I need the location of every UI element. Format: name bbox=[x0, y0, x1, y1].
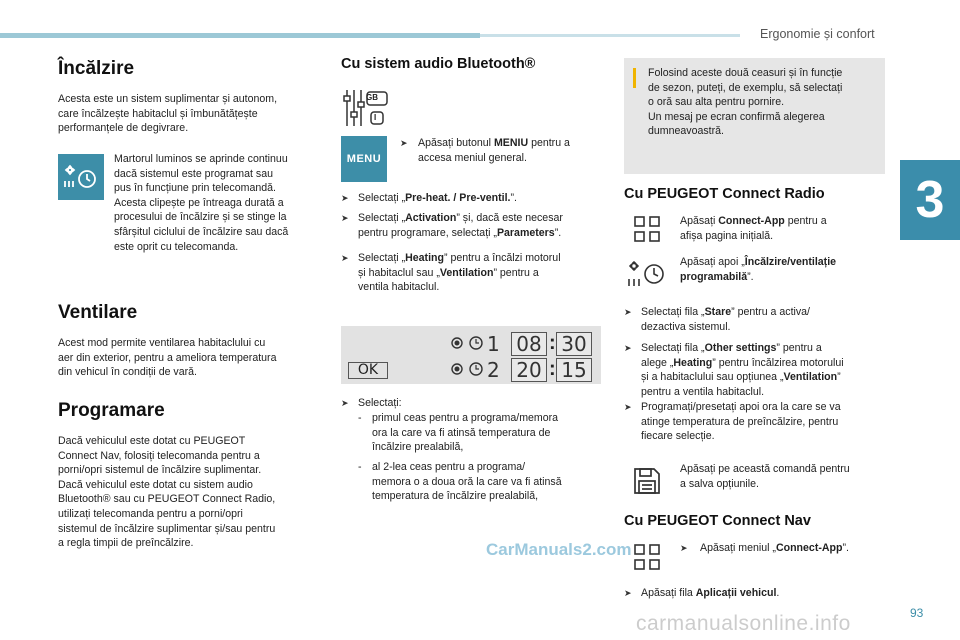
heating-ventilation-icon bbox=[624, 256, 668, 288]
timer-1-minute: 30 bbox=[556, 332, 592, 356]
ok-button: OK bbox=[348, 362, 388, 379]
select-activation: Selectați „Activation” și, dacă este necesar pentru programare, selectați „Parameters”. bbox=[358, 212, 563, 239]
dash: - bbox=[358, 461, 362, 473]
bullet-marker: ➤ bbox=[680, 543, 688, 553]
dash: - bbox=[358, 412, 362, 424]
option-clock-2: al 2-lea ceas pentru a programa/ memora o a doua oră la care va fi atinsă temperatura de încălzire prealabilă, bbox=[372, 461, 562, 503]
nav-step-2: Apăsați fila Aplicații vehicul. bbox=[641, 587, 780, 599]
connect-app-grid-icon bbox=[634, 544, 660, 570]
bullet-marker: ➤ bbox=[624, 343, 632, 353]
header-bar-light bbox=[480, 34, 740, 37]
info-icon bbox=[633, 68, 636, 88]
page-number: 93 bbox=[910, 606, 924, 620]
bluetooth-title: Cu sistem audio Bluetooth® bbox=[341, 56, 536, 72]
timer-2-minute: 15 bbox=[556, 358, 592, 382]
programming-title: Programare bbox=[58, 400, 165, 421]
select-preheat: Selectați „Pre-heat. / Pre-ventil.”. bbox=[358, 192, 517, 204]
bullet-marker: ➤ bbox=[624, 307, 632, 317]
bullet-marker: ➤ bbox=[341, 193, 349, 203]
heating-lamp-icon bbox=[58, 154, 104, 200]
gb-label: GB bbox=[366, 93, 378, 102]
press-menu-text: Apăsați butonul MENIU pentru a accesa meniul general. bbox=[418, 137, 570, 164]
connect-radio-title: Cu PEUGEOT Connect Radio bbox=[624, 186, 825, 202]
bullet-marker: ➤ bbox=[624, 402, 632, 412]
programming-text: Dacă vehiculul este dotat cu PEUGEOT Connect Nav, folosiți telecomanda pentru a porni/opri sistemul de încălzire suplimentar. Dacă vehiculul este dotat cu sistem audio Bluetooth® sau cu PEUGEOT Connect Radio, utilizați telecomanda pentru a porni/opri sistemul de încălzire suplimentar și/sau pentru a regla timpii de preîncălzire. bbox=[58, 435, 276, 550]
radio-select-settings: Selectați fila „Other settings” pentru a alege „Heating” pentru încălzirea motorului și a habitaclului sau opțiunea „Ventilation” pentru a ventila habitaclul. bbox=[641, 342, 844, 398]
chapter-tab: 3 bbox=[900, 160, 960, 240]
info-text: Folosind aceste două ceasuri și în funcție de sezon, puteți, de exemplu, să selectați o oră sau alta pentru pornire. Un mesaj pe ecran confirmă alegerea dumneavoastră. bbox=[648, 67, 843, 138]
bullet-marker: ➤ bbox=[341, 398, 349, 408]
select-heating: Selectați „Heating” pentru a încălzi motorul și habitaclul sau „Ventilation” pentru a ventila habitaclul. bbox=[358, 252, 561, 294]
section-title: Ergonomie și confort bbox=[760, 27, 875, 41]
timer-2-number: 2 bbox=[487, 358, 500, 382]
connect-app-grid-icon bbox=[634, 216, 660, 242]
ventilation-title: Ventilare bbox=[58, 302, 138, 323]
save-icon bbox=[632, 466, 662, 496]
radio-step-2: Apăsați apoi „Încălzire/ventilație programabilă”. bbox=[680, 256, 837, 283]
timer-screen bbox=[341, 326, 601, 384]
heating-lamp-text: Martorul luminos se aprinde continuu dacă sistemul este programat sau pus în funcțiune prin telecomandă. Acesta clipește pe întreaga durată a procesului de încălzire și se stinge la sfârșitul ciclului de încălzire sau dacă este oprit cu telecomanda. bbox=[114, 153, 289, 253]
heating-intro: Acesta este un sistem suplimentar și autonom, care încălzește habitaclul și îmbunătățește performanțele de degivrare. bbox=[58, 93, 278, 135]
header-bar bbox=[0, 33, 480, 38]
timer-2-sep: : bbox=[549, 358, 556, 380]
bullet-marker: ➤ bbox=[400, 138, 408, 148]
radio-step-1: Apăsați Connect-App pentru a afișa pagina inițială. bbox=[680, 215, 827, 242]
timer-1-number: 1 bbox=[487, 332, 500, 356]
option-clock-1: primul ceas pentru a programa/memora ora la care va fi atinsă temperatura de încălzire prealabilă, bbox=[372, 412, 559, 454]
bullet-marker: ➤ bbox=[341, 253, 349, 263]
connect-nav-title: Cu PEUGEOT Connect Nav bbox=[624, 513, 811, 529]
bullet-marker: ➤ bbox=[341, 213, 349, 223]
heating-title: Încălzire bbox=[58, 58, 135, 79]
timer-1-sep: : bbox=[549, 332, 556, 354]
timer-1-hour: 08 bbox=[511, 332, 547, 356]
radio-program-time: Programați/presetați apoi ora la care se va atinge temperatura de preîncălzire, pentru fiecare selecție. bbox=[641, 401, 841, 443]
watermark-footer: carmanualsonline.info bbox=[636, 612, 851, 635]
i-label: I bbox=[374, 113, 377, 122]
radio-select-status: Selectați fila „Stare” pentru a activa/ dezactiva sistemul. bbox=[641, 306, 810, 333]
watermark-site: CarManuals2.com bbox=[486, 540, 632, 559]
nav-step-1: Apăsați meniul „Connect-App”. bbox=[700, 542, 849, 554]
ventilation-text: Acest mod permite ventilarea habitaclului cu aer din exterior, pentru a ameliora temperatura din vehicul în condiții de vară. bbox=[58, 337, 277, 379]
menu-button-icon: MENU bbox=[341, 136, 387, 182]
bullet-marker: ➤ bbox=[624, 588, 632, 598]
save-text: Apăsați pe această comandă pentru a salva opțiunile. bbox=[680, 463, 850, 490]
select-label: Selectați: bbox=[358, 397, 402, 409]
timer-2-hour: 20 bbox=[511, 358, 547, 382]
